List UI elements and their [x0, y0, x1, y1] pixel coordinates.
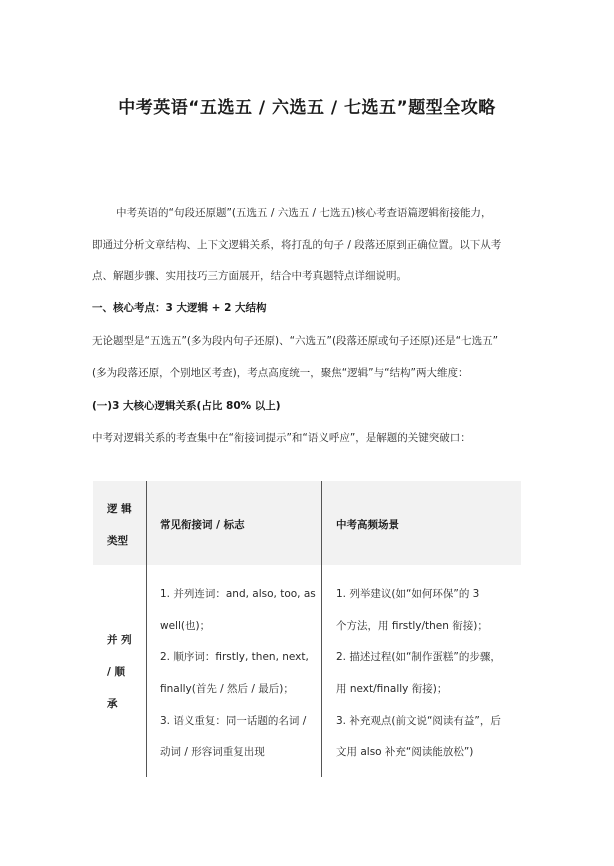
scenario-line: 个方法，用 firstly/then 衔接)；	[336, 620, 488, 632]
row-type-line-1: 并 列	[107, 634, 132, 646]
marker-line: 动词 / 形容词重复出现	[160, 746, 265, 758]
section-heading: 一、核心考点：3 大逻辑 + 2 大结构	[92, 302, 267, 314]
scenario-line: 2. 描述过程(如“制作蛋糕”的步骤，	[336, 651, 501, 663]
table-header-row	[93, 481, 521, 565]
header-scenarios: 中考高频场景	[336, 519, 399, 531]
sub-para: 中考对逻辑关系的考查集中在“衔接词提示”和“语义呼应”，是解题的关键突破口：	[92, 432, 471, 444]
intro-line-2: 即通过分析文章结构、上下文逻辑关系，将打乱的句子 / 段落还原到正确位置。以下从考	[92, 239, 502, 251]
scenario-line: 文用 also 补充“阅读能放松”)	[336, 746, 474, 758]
intro-line-3: 点、解题步骤、实用技巧三方面展开，结合中考真题特点详细说明。	[92, 270, 407, 282]
section-para-line-1: 无论题型是“五选五”(多为段内句子还原)、“六选五”(段落还原或句子还原)还是“七选五”	[92, 335, 499, 347]
section-para-line-2: (多为段落还原，个别地区考查)，考点高度统一，聚焦“逻辑”与“结构”两大维度：	[92, 367, 469, 379]
marker-line: finally(首先 / 然后 / 最后)；	[160, 683, 294, 695]
header-type-line-1: 逻 辑	[107, 503, 132, 515]
marker-line: well(也)；	[160, 620, 211, 632]
marker-line: 2. 顺序词：firstly, then, next,	[160, 651, 309, 663]
scenario-line: 用 next/finally 衔接)；	[336, 683, 448, 695]
logic-table	[93, 481, 521, 777]
sub-heading: (一)3 大核心逻辑关系(占比 80% 以上)	[92, 400, 281, 412]
row-type-line-2: / 顺	[107, 666, 125, 678]
document-title: 中考英语“五选五 / 六选五 / 七选五”题型全攻略	[118, 98, 496, 118]
column-divider	[146, 481, 147, 777]
marker-line: 3. 语义重复：同一话题的名词 /	[160, 715, 307, 727]
header-markers: 常见衔接词 / 标志	[160, 519, 245, 531]
scenario-line: 1. 列举建议(如“如何环保”的 3	[336, 588, 480, 600]
marker-line: 1. 并列连词：and, also, too, as	[160, 588, 316, 600]
scenario-line: 3. 补充观点(前文说“阅读有益”，后	[336, 715, 501, 727]
row-type-line-3: 承	[107, 698, 118, 710]
header-type-line-2: 类型	[107, 535, 128, 547]
intro-line-1: 中考英语的“句段还原题”(五选五 / 六选五 / 七选五)核心考查语篇逻辑衔接能力，	[116, 207, 492, 219]
column-divider	[321, 481, 322, 777]
